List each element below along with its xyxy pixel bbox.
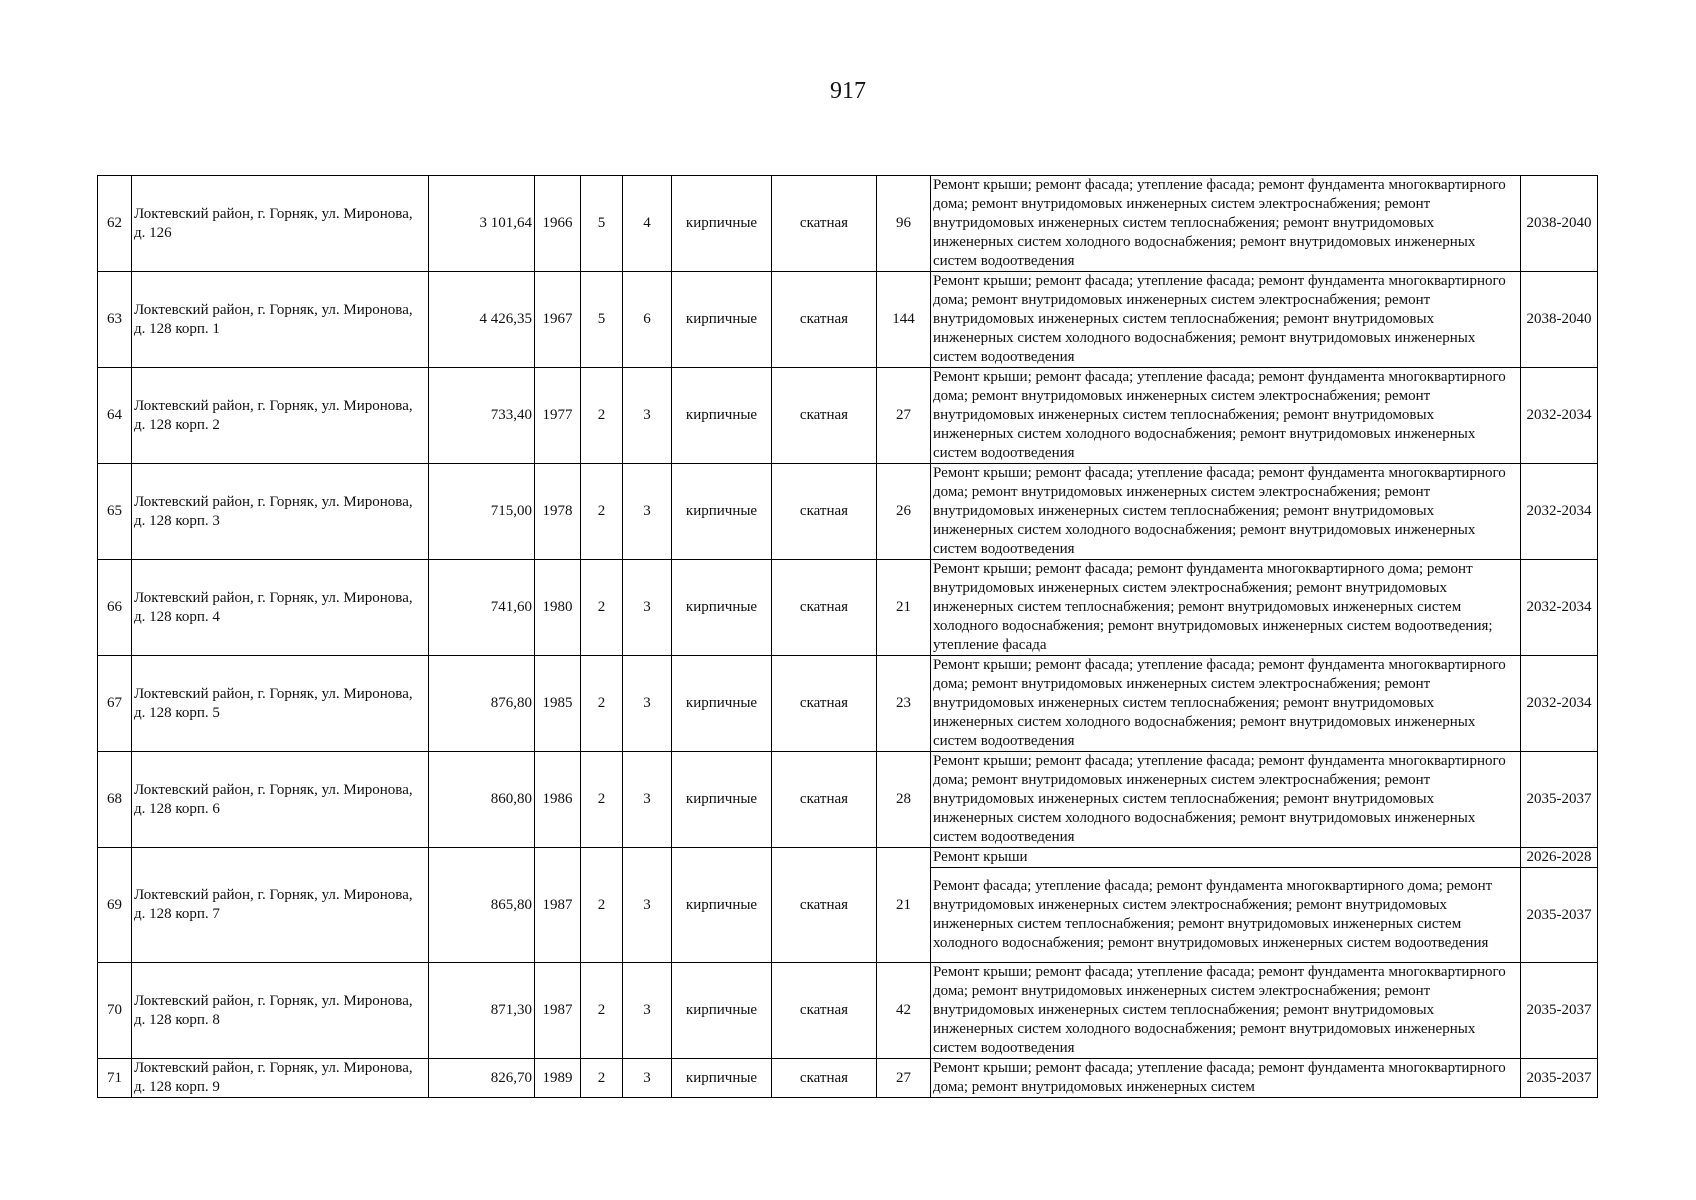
area-cell: 4 426,35 <box>429 272 535 368</box>
table-row <box>98 176 1598 272</box>
table-row <box>98 560 1598 656</box>
year-cell: 1985 <box>535 656 581 752</box>
works-cell: Ремонт крыши; ремонт фасада; утепление фасада; ремонт фундамента многоквартирного дома; ремонт внутридомовых инженерных систем электроснабжения; ремонт внутридомовых инженерных систем теплоснабжения; ремонт внутридомовых инженерных систем холодного водоснабжения; ремонт внутридомовых инженерных систем водоотведения <box>931 963 1521 1059</box>
area-cell: 860,80 <box>429 752 535 848</box>
row-number: 68 <box>98 752 132 848</box>
flats-cell: 42 <box>877 963 931 1059</box>
flats-cell: 21 <box>877 848 931 963</box>
flats-cell: 27 <box>877 1059 931 1098</box>
table-row <box>98 848 1598 868</box>
period-cell: 2035-2037 <box>1521 963 1598 1059</box>
walls-cell: кирпичные <box>672 656 772 752</box>
address-cell: Локтевский район, г. Горняк, ул. Миронова, д. 128 корп. 3 <box>132 464 429 560</box>
address-cell: Локтевский район, г. Горняк, ул. Миронова, д. 128 корп. 6 <box>132 752 429 848</box>
entrances-cell: 3 <box>623 560 672 656</box>
entrances-cell: 3 <box>623 963 672 1059</box>
area-cell: 733,40 <box>429 368 535 464</box>
row-number: 69 <box>98 848 132 963</box>
area-cell: 741,60 <box>429 560 535 656</box>
entrances-cell: 3 <box>623 752 672 848</box>
floors-cell: 2 <box>581 963 623 1059</box>
year-cell: 1980 <box>535 560 581 656</box>
works-cell: Ремонт крыши; ремонт фасада; утепление фасада; ремонт фундамента многоквартирного дома; ремонт внутридомовых инженерных систем <box>931 1059 1521 1098</box>
area-cell: 865,80 <box>429 848 535 963</box>
year-cell: 1986 <box>535 752 581 848</box>
row-number: 63 <box>98 272 132 368</box>
entrances-cell: 3 <box>623 848 672 963</box>
walls-cell: кирпичные <box>672 464 772 560</box>
walls-cell: кирпичные <box>672 1059 772 1098</box>
floors-cell: 2 <box>581 752 623 848</box>
entrances-cell: 3 <box>623 464 672 560</box>
floors-cell: 5 <box>581 272 623 368</box>
address-cell: Локтевский район, г. Горняк, ул. Миронова, д. 128 корп. 1 <box>132 272 429 368</box>
walls-cell: кирпичные <box>672 963 772 1059</box>
period-cell: 2032-2034 <box>1521 368 1598 464</box>
year-cell: 1987 <box>535 848 581 963</box>
walls-cell: кирпичные <box>672 560 772 656</box>
floors-cell: 5 <box>581 176 623 272</box>
area-cell: 3 101,64 <box>429 176 535 272</box>
address-cell: Локтевский район, г. Горняк, ул. Миронова, д. 128 корп. 9 <box>132 1059 429 1098</box>
year-cell: 1987 <box>535 963 581 1059</box>
period-cell: 2035-2037 <box>1521 752 1598 848</box>
roof-cell: скатная <box>772 656 877 752</box>
table-row <box>98 752 1598 848</box>
area-cell: 715,00 <box>429 464 535 560</box>
walls-cell: кирпичные <box>672 368 772 464</box>
row-number: 62 <box>98 176 132 272</box>
works-cell: Ремонт крыши; ремонт фасада; утепление фасада; ремонт фундамента многоквартирного дома; ремонт внутридомовых инженерных систем электроснабжения; ремонт внутридомовых инженерных систем теплоснабжения; ремонт внутридомовых инженерных систем холодного водоснабжения; ремонт внутридомовых инженерных систем водоотведения <box>931 368 1521 464</box>
year-cell: 1978 <box>535 464 581 560</box>
address-cell: Локтевский район, г. Горняк, ул. Миронова, д. 128 корп. 2 <box>132 368 429 464</box>
area-cell: 876,80 <box>429 656 535 752</box>
roof-cell: скатная <box>772 464 877 560</box>
row-number: 64 <box>98 368 132 464</box>
flats-cell: 28 <box>877 752 931 848</box>
table-row <box>98 963 1598 1059</box>
entrances-cell: 6 <box>623 272 672 368</box>
works-cell: Ремонт крыши; ремонт фасада; утепление фасада; ремонт фундамента многоквартирного дома; ремонт внутридомовых инженерных систем электроснабжения; ремонт внутридомовых инженерных систем теплоснабжения; ремонт внутридомовых инженерных систем холодного водоснабжения; ремонт внутридомовых инженерных систем водоотведения <box>931 272 1521 368</box>
walls-cell: кирпичные <box>672 272 772 368</box>
roof-cell: скатная <box>772 560 877 656</box>
walls-cell: кирпичные <box>672 752 772 848</box>
works-cell: Ремонт крыши; ремонт фасада; ремонт фундамента многоквартирного дома; ремонт внутридомовых инженерных систем электроснабжения; ремонт внутридомовых инженерных систем теплоснабжения; ремонт внутридомовых инженерных систем холодного водоснабжения; ремонт внутридомовых инженерных систем водоотведения; утепление фасада <box>931 560 1521 656</box>
period-cell: 2032-2034 <box>1521 464 1598 560</box>
row-number: 71 <box>98 1059 132 1098</box>
row-number: 65 <box>98 464 132 560</box>
roof-cell: скатная <box>772 752 877 848</box>
table-row <box>98 1059 1598 1098</box>
flats-cell: 23 <box>877 656 931 752</box>
floors-cell: 2 <box>581 464 623 560</box>
flats-cell: 21 <box>877 560 931 656</box>
period-cell: 2032-2034 <box>1521 560 1598 656</box>
entrances-cell: 3 <box>623 368 672 464</box>
roof-cell: скатная <box>772 272 877 368</box>
address-cell: Локтевский район, г. Горняк, ул. Миронова, д. 126 <box>132 176 429 272</box>
flats-cell: 96 <box>877 176 931 272</box>
period-cell: 2035-2037 <box>1521 1059 1598 1098</box>
period-cell: 2038-2040 <box>1521 272 1598 368</box>
floors-cell: 2 <box>581 848 623 963</box>
floors-cell: 2 <box>581 560 623 656</box>
walls-cell: кирпичные <box>672 848 772 963</box>
row-number: 66 <box>98 560 132 656</box>
period-cell: 2038-2040 <box>1521 176 1598 272</box>
table-row <box>98 368 1598 464</box>
entrances-cell: 3 <box>623 1059 672 1098</box>
roof-cell: скатная <box>772 1059 877 1098</box>
area-cell: 826,70 <box>429 1059 535 1098</box>
works-cell: Ремонт фасада; утепление фасада; ремонт фундамента многоквартирного дома; ремонт внутридомовых инженерных систем электроснабжения; ремонт внутридомовых инженерных систем теплоснабжения; ремонт внутридомовых инженерных систем холодного водоснабжения; ремонт внутридомовых инженерных систем водоотведения <box>931 868 1521 963</box>
period-cell: 2035-2037 <box>1521 868 1598 963</box>
floors-cell: 2 <box>581 1059 623 1098</box>
period-cell: 2032-2034 <box>1521 656 1598 752</box>
address-cell: Локтевский район, г. Горняк, ул. Миронова, д. 128 корп. 4 <box>132 560 429 656</box>
page-number: 917 <box>830 78 866 104</box>
floors-cell: 2 <box>581 656 623 752</box>
works-cell: Ремонт крыши; ремонт фасада; утепление фасада; ремонт фундамента многоквартирного дома; ремонт внутридомовых инженерных систем электроснабжения; ремонт внутридомовых инженерных систем теплоснабжения; ремонт внутридомовых инженерных систем холодного водоснабжения; ремонт внутридомовых инженерных систем водоотведения <box>931 656 1521 752</box>
address-cell: Локтевский район, г. Горняк, ул. Миронова, д. 128 корп. 7 <box>132 848 429 963</box>
flats-cell: 27 <box>877 368 931 464</box>
roof-cell: скатная <box>772 963 877 1059</box>
works-cell: Ремонт крыши; ремонт фасада; утепление фасада; ремонт фундамента многоквартирного дома; ремонт внутридомовых инженерных систем электроснабжения; ремонт внутридомовых инженерных систем теплоснабжения; ремонт внутридомовых инженерных систем холодного водоснабжения; ремонт внутридомовых инженерных систем водоотведения <box>931 464 1521 560</box>
entrances-cell: 4 <box>623 176 672 272</box>
floors-cell: 2 <box>581 368 623 464</box>
roof-cell: скатная <box>772 176 877 272</box>
year-cell: 1989 <box>535 1059 581 1098</box>
works-cell: Ремонт крыши; ремонт фасада; утепление фасада; ремонт фундамента многоквартирного дома; ремонт внутридомовых инженерных систем электроснабжения; ремонт внутридомовых инженерных систем теплоснабжения; ремонт внутридомовых инженерных систем холодного водоснабжения; ремонт внутридомовых инженерных систем водоотведения <box>931 176 1521 272</box>
year-cell: 1967 <box>535 272 581 368</box>
address-cell: Локтевский район, г. Горняк, ул. Миронова, д. 128 корп. 5 <box>132 656 429 752</box>
works-cell: Ремонт крыши <box>931 848 1521 868</box>
table-row <box>98 464 1598 560</box>
roof-cell: скатная <box>772 368 877 464</box>
area-cell: 871,30 <box>429 963 535 1059</box>
roof-cell: скатная <box>772 848 877 963</box>
capital-repair-table <box>97 175 1598 1098</box>
flats-cell: 144 <box>877 272 931 368</box>
row-number: 67 <box>98 656 132 752</box>
table-row <box>98 656 1598 752</box>
row-number: 70 <box>98 963 132 1059</box>
walls-cell: кирпичные <box>672 176 772 272</box>
entrances-cell: 3 <box>623 656 672 752</box>
year-cell: 1966 <box>535 176 581 272</box>
table-row <box>98 272 1598 368</box>
year-cell: 1977 <box>535 368 581 464</box>
flats-cell: 26 <box>877 464 931 560</box>
works-cell: Ремонт крыши; ремонт фасада; утепление фасада; ремонт фундамента многоквартирного дома; ремонт внутридомовых инженерных систем электроснабжения; ремонт внутридомовых инженерных систем теплоснабжения; ремонт внутридомовых инженерных систем холодного водоснабжения; ремонт внутридомовых инженерных систем водоотведения <box>931 752 1521 848</box>
period-cell: 2026-2028 <box>1521 848 1598 868</box>
address-cell: Локтевский район, г. Горняк, ул. Миронова, д. 128 корп. 8 <box>132 963 429 1059</box>
